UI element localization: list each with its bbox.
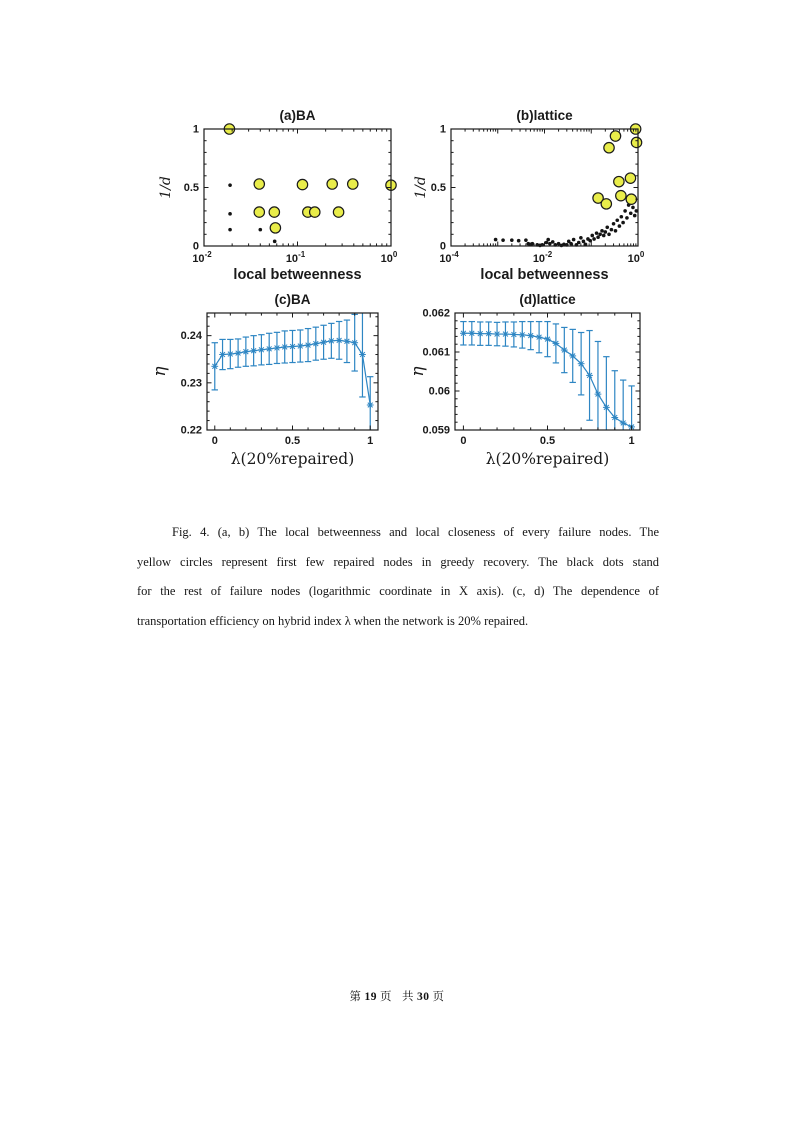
caption-line-2: yellow circles represent first few repaired nodes in greedy recovery. The black dots stand (137, 554, 659, 569)
svg-text:10-2: $10^{-2}$ (532, 250, 553, 265)
svg-text:100: $10^0$ (627, 250, 645, 265)
caption-line-4: transportation efficiency on hybrid index λ when the network is 20% repaired. (137, 613, 529, 628)
page-number: 19 (364, 991, 377, 1003)
caption-line-1: Fig. 4. (a, b) The local betweenness and local closeness of every failure nodes. The (172, 525, 659, 539)
svg-text:0.061: 0.061 (422, 346, 450, 359)
chart-b-title: (b)lattice (516, 108, 573, 123)
svg-text:1: 1 (628, 435, 635, 447)
chart-d-xlabel: λ(20%repaired) (485, 450, 610, 468)
chart-a (140, 98, 402, 290)
svg-text:0.5: 0.5 (430, 182, 446, 194)
chart-a-title: (a)BA (279, 108, 316, 123)
footer-total-word: 页 (432, 991, 445, 1003)
chart-c-xlabel: λ(20%repaired) (230, 450, 355, 468)
chart-d-title: (d)lattice (519, 292, 576, 307)
chart-a-xlabel: local betweenness (233, 267, 362, 283)
svg-text:0.059: 0.059 (422, 424, 450, 437)
page-footer (0, 988, 794, 1004)
svg-text:0.5: 0.5 (539, 435, 556, 447)
svg-text:0.22: 0.22 (180, 424, 202, 437)
svg-text:10-1: $10^{-1}$ (285, 250, 306, 265)
first-repaired-nodes (224, 124, 396, 233)
chart-c-ylabel: η (150, 366, 170, 377)
chart-b (396, 98, 656, 290)
svg-text:100: $10^0$ (380, 250, 398, 265)
chart-c-title: (c)BA (274, 292, 311, 307)
chart-d-ylabel: η (408, 366, 428, 377)
svg-text:1: 1 (367, 435, 374, 447)
svg-text:0: 0 (439, 240, 446, 253)
svg-text:0.062: 0.062 (422, 307, 450, 320)
svg-text:10-4: $10^{-4}$ (439, 250, 459, 265)
svg-text:0.5: 0.5 (183, 182, 199, 194)
caption-line-3: for the rest of failure nodes (logarithmic coordinate in X axis). (c, d) The dependence of (137, 584, 659, 598)
svg-text:0: 0 (192, 240, 199, 253)
first-repaired-nodes (593, 124, 642, 209)
svg-text:0.06: 0.06 (428, 385, 450, 398)
footer-of-word: 共 (402, 991, 414, 1003)
total-pages: 30 (417, 991, 430, 1003)
failure-nodes (494, 203, 638, 247)
svg-text:1: 1 (439, 123, 446, 136)
svg-text:10-2: $10^{-2}$ (192, 250, 212, 265)
svg-text:0.5: 0.5 (284, 435, 301, 447)
chart-c (140, 292, 402, 480)
chart-b-ylabel: 1/d (413, 176, 429, 199)
svg-text:0: 0 (211, 435, 218, 447)
chart-d (396, 292, 656, 480)
footer-prefix: 第 (349, 991, 362, 1003)
svg-text:0: 0 (460, 435, 467, 447)
svg-text:0.23: 0.23 (180, 377, 202, 390)
chart-a-ylabel: 1/d (158, 176, 174, 199)
svg-text:1: 1 (192, 123, 199, 136)
footer-page-word: 页 (380, 991, 392, 1003)
figure-caption (137, 518, 659, 636)
svg-text:0.24: 0.24 (180, 330, 202, 343)
chart-b-xlabel: local betweenness (480, 267, 609, 283)
